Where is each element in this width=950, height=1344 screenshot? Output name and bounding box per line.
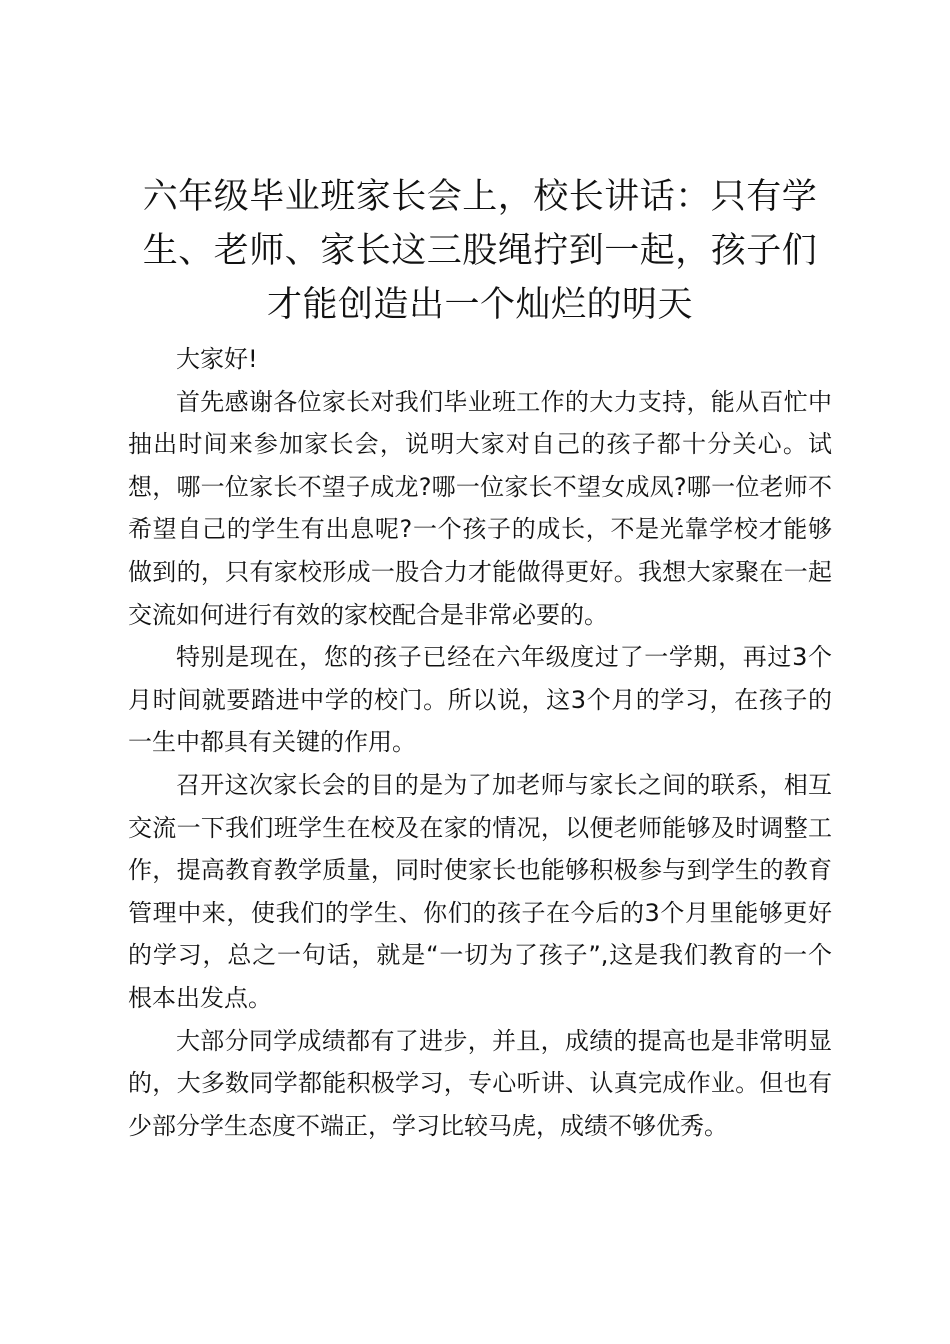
document-page	[128, 170, 832, 1147]
paragraph-greeting: 大家好!	[176, 345, 258, 373]
paragraph-thanks: 首先感谢各位家长对我们毕业班工作的大力支持，能从百忙中抽出时间来参加家长会，说明大家对自己的孩子都十分关心。试想，哪一位家长不望子成龙?哪一位家长不望女成凤?哪一位老师不希望自己的学生有出息呢?一个孩子的成长，不是光靠学校才能够做到的，只有家校形成一股合力才能做得更好。我想大家聚在一起交流如何进行有效的家校配合是非常必要的。	[128, 387, 832, 629]
paragraph-meeting-purpose: 召开这次家长会的目的是为了加老师与家长之间的联系，相互交流一下我们班学生在校及在家的情况，以便老师能够及时调整工作，提高教育教学质量，同时使家长也能够积极参与到学生的教育管理中来，使我们的学生、你们的孩子在今后的3个月里能够更好的学习，总之一句话，就是“一切为了孩子”,这是我们教育的一个根本出发点。	[128, 770, 832, 1012]
paragraph-current-term: 特别是现在，您的孩子已经在六年级度过了一学期，再过3个月时间就要踏进中学的校门。所以说，这3个月的学习，在孩子的一生中都具有关键的作用。	[128, 643, 832, 757]
paragraph-student-progress: 大部分同学成绩都有了进步，并且，成绩的提高也是非常明显的，大多数同学都能积极学习，专心听讲、认真完成作业。但也有少部分学生态度不端正，学习比较马虎，成绩不够优秀。	[128, 1026, 832, 1140]
document-title: 六年级毕业班家长会上，校长讲话：只有学生、老师、家长这三股绳拧到一起，孩子们才能创造出一个灿烂的明天	[142, 177, 818, 325]
document-body	[128, 338, 832, 1147]
